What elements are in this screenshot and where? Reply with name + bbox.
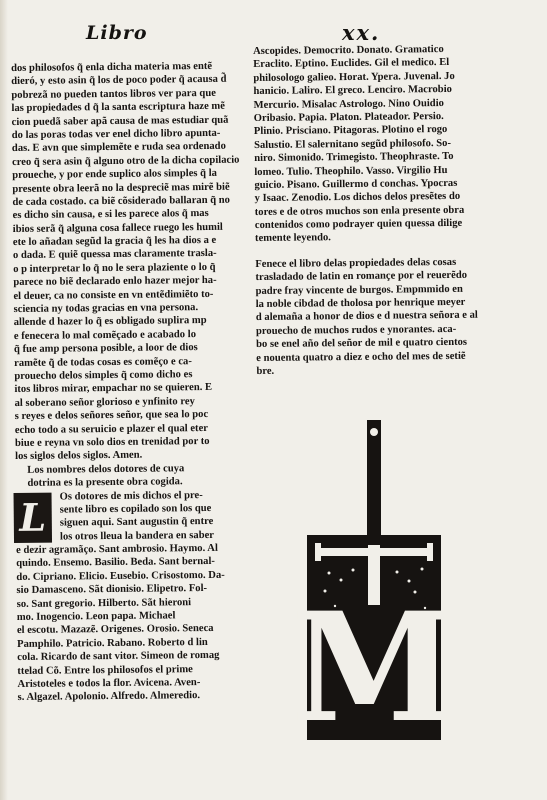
doctors-names-line: mo. Inogencio. Leon papa. Michael bbox=[16, 610, 176, 623]
page-edge-shadow bbox=[0, 0, 8, 800]
doctors-heading-line: Los nombres delos dotores de cuya bbox=[27, 462, 185, 476]
doctors-heading bbox=[15, 461, 247, 490]
doctors-names-line: sente libro es copilado son los que bbox=[59, 502, 212, 516]
left-column-text-line: itos libros mirar, empachar no se quieren. E bbox=[14, 382, 213, 396]
left-column-text-line: ramẽte q̃ de todas cosas es comẽço e ca- bbox=[14, 355, 192, 369]
right-column-text-line: lomeo. Tulio. Theophilo. Vasso. Virgilio Hu bbox=[254, 164, 448, 178]
colophon-line: prouecho de muchos rudos e ynorantes. aca- bbox=[255, 323, 457, 337]
right-column-text-line: Plinio. Prisciano. Pitagoras. Plotino el rogo bbox=[253, 124, 448, 138]
left-column-text-line: creo q̃ sera asin q̃ alguno otro de la dicha copilacio bbox=[11, 154, 240, 168]
doctors-names-line: so. Sant gregorio. Hilberto. Sãt hieroni bbox=[16, 596, 192, 610]
left-column-text-line: ibios serã q̃ alguna cosa fallece ruego les humil bbox=[12, 221, 223, 235]
left-column-text-line: o p interpretar lo q̃ no le sera plaziente o lo q̃ bbox=[13, 261, 216, 275]
doctors-names-line: e dezir agramãço. Sant ambrosio. Haymo. Al bbox=[16, 542, 218, 557]
doctors-names-line: siguen aqui. Sant augustin q̃ entre bbox=[59, 516, 214, 529]
right-column-text-line: niro. Simonido. Trimegisto. Theophraste. To bbox=[254, 151, 454, 165]
left-column-text-line: dieró, y esto asin q̃ los de poco poder q̃ acausa d̃ bbox=[11, 74, 227, 88]
doctors-names-line: los otros lleua la bandera en saber bbox=[59, 529, 215, 543]
left-column-text-line: dos philosofos q̃ enla dicha materia mas entẽ bbox=[11, 60, 213, 74]
right-column-text-line: Ascopides. Democrito. Donato. Gramatico bbox=[253, 44, 444, 57]
doctors-names-line: s. Algazel. Apolonio. Alfredo. Almeredio. bbox=[17, 690, 201, 704]
left-column-text-line: das. E avn que simplemẽte e ruda sea ordenado bbox=[11, 141, 226, 155]
doctors-names-line: sio Damasceno. Sãt dionisio. Elipetro. Fol- bbox=[16, 583, 208, 597]
left-column-text-line: es dicho sin causa, e si les parece alos q̃ mas bbox=[12, 208, 209, 222]
left-column-text-line: q̃ fue amp persona posible, a loor de dios bbox=[13, 342, 198, 356]
doctors-names-line: ttelad Cõ. Entre los philosofos el prime bbox=[17, 663, 193, 677]
running-head bbox=[0, 14, 547, 44]
left-column-text-line: o dada. E quiẽ quessa mas claramente trasla- bbox=[12, 248, 217, 262]
drop-initial: L bbox=[14, 492, 53, 542]
left-column-text-line: ete lo añadan segũd la gracia q̃ les ha dios a e bbox=[12, 234, 217, 249]
doctors-names-line: do. Cipriano. Elicio. Eusebio. Crisostomo. Da- bbox=[16, 569, 225, 583]
doctors-names-line: Os dotores de mis dichos el pre- bbox=[59, 489, 203, 503]
colophon-line: Fenece el libro delas propiedades delas cosas bbox=[255, 256, 457, 270]
colophon-line: la noble cibdad de tholosa por henrique meyer bbox=[255, 296, 466, 311]
right-column-text-line: Salustio. El salernitano segũd philosofo. So- bbox=[253, 137, 452, 151]
printer-mark-letter: M bbox=[290, 580, 458, 756]
right-column-text-line: contenidos como podrayer quien quessa dilige bbox=[254, 217, 463, 232]
left-column-text-line: cion puedã saber apã causa de mas estudiar quã bbox=[11, 114, 229, 128]
colophon-line: trasladado de latin en romançe por el reuerẽdo bbox=[255, 270, 468, 284]
left-column-text-line: pobrezã no pueden tantos libros ver para que bbox=[11, 87, 216, 101]
printer-mark-woodcut bbox=[290, 420, 458, 756]
left-column-text-line: parece no biẽ declarado enlo hazer mejor ha- bbox=[13, 275, 217, 289]
doctors-names-line: cola. Ricardo de sant vitor. Simeon de romag bbox=[17, 650, 220, 664]
right-column-text-line: guicio. Pisano. Guillermo d conchas. Ypocras bbox=[254, 177, 458, 191]
left-column-text-line: el deuer, ca no consiste en vn entẽdimiẽto to- bbox=[13, 288, 214, 302]
left-column-text-line: los siglos delos siglos. Amen. bbox=[15, 449, 143, 463]
right-column-text bbox=[253, 43, 469, 246]
left-column-text-line: do las poras todas ver enel dicho libro apunta- bbox=[11, 127, 221, 141]
colophon-line: padre fray vincente de burgos. Empmmido en bbox=[255, 283, 463, 297]
right-column bbox=[253, 43, 478, 379]
colophon-line: d alemaña a honor de dios e d nuestra señora e al bbox=[255, 310, 478, 324]
colophon bbox=[255, 256, 478, 379]
doctors-list bbox=[15, 488, 249, 705]
right-column-text-line: hanicio. Laliro. El greco. Lenciro. Macrobio bbox=[253, 84, 452, 98]
left-column-text bbox=[11, 60, 247, 464]
left-column-text-line: de cada costado. ca biẽ cõsiderado ballaran q̃ no bbox=[12, 194, 231, 208]
left-column-text-line: e fenecera lo mal comẽçado e acabado lo bbox=[13, 328, 197, 342]
doctors-heading-line: dotrina es la presente obra cogida. bbox=[27, 476, 183, 489]
folio-number: xx. bbox=[342, 20, 381, 45]
colophon-line: e nouenta quatro a diez e ocho del mes de setiẽ bbox=[256, 350, 466, 364]
left-column-text-line: allende d hazer lo q̃ es obligado suplira mp bbox=[13, 315, 207, 329]
printer-mark bbox=[290, 420, 458, 756]
right-column-text-line: tores e de otros muchos son enla presente obra bbox=[254, 204, 465, 218]
running-head-title: Libro bbox=[86, 22, 148, 44]
left-column-text-line: las propiedades d q̃ la santa escriptura haze mẽ bbox=[11, 100, 225, 115]
left-column-text-line: presente obra leerã no la despreciẽ mas mirẽ biẽ bbox=[12, 181, 230, 195]
right-column-text-line: philosologo galieo. Horat. Ypera. Juvenal. Jo bbox=[253, 70, 455, 84]
right-column-text-line: temente leyendo. bbox=[254, 232, 331, 245]
right-column-text-line: y Isaac. Zenodio. Los dichos delos presẽtes do bbox=[254, 191, 461, 205]
left-column-text-line: al soberano señor glorioso e ynfinito rey bbox=[14, 395, 195, 409]
left-column-text-line: sciencia ny todas gracias en vna persona. bbox=[13, 302, 199, 316]
left-column-text-line: biue e reyna vn solo dios en trenidad por to bbox=[14, 435, 210, 449]
right-column-text-line: Oribasio. Papia. Platon. Plateador. Persio. bbox=[253, 110, 444, 124]
left-column-text-line: proueche, y por ende suplico alos simples q̃ la bbox=[12, 167, 217, 182]
right-column-text-line: Mercurio. Misalac Astrologo. Nino Ouidio bbox=[253, 97, 444, 111]
doctors-names-line: Aristoteles e todos la flor. Avicena. Aven- bbox=[17, 677, 201, 690]
left-column-text-line: prouecho delos simples q̃ como dicho es bbox=[14, 369, 193, 382]
left-column-text-line: s reyes e delos señores señor, que sea lo poc bbox=[14, 409, 209, 423]
colophon-line: bo se enel año del señor de mil e quatro cientos bbox=[256, 336, 468, 351]
doctors-names-line: el escotu. Mazazẽ. Origenes. Orosio. Seneca bbox=[16, 623, 214, 637]
left-column-text-line: echo todo a su seruicio e plazer el qual eter bbox=[14, 422, 209, 436]
right-column-text-line: Eraclito. Eptino. Euclides. Gil el medico. El bbox=[253, 57, 450, 71]
colophon-line: bre. bbox=[256, 365, 275, 377]
doctors-names-line: quindo. Ensemo. Basilio. Beda. Sant bernal- bbox=[16, 556, 215, 570]
doctors-names-line: Pamphilo. Patricio. Rabano. Roberto d lin bbox=[17, 636, 208, 650]
left-column bbox=[11, 60, 250, 705]
